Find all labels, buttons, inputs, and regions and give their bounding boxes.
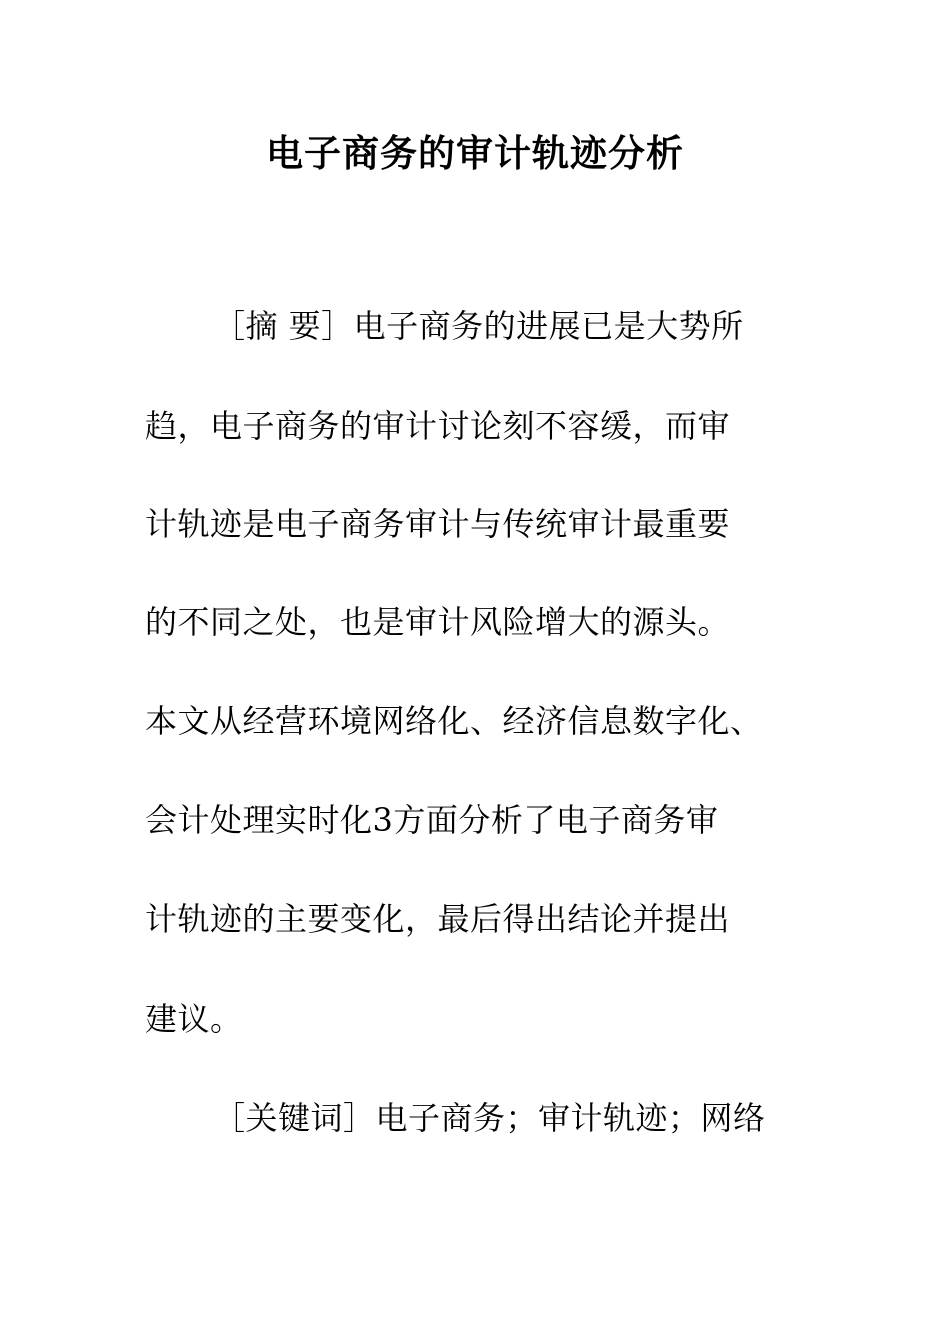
abstract-line-8: 建议。 [145, 1000, 243, 1038]
abstract-line-1: ［摘 要］电子商务的进展已是大势所 [213, 307, 744, 345]
abstract-line-7: 计轨迹的主要变化，最后得出结论并提出 [145, 900, 731, 938]
document-title: 电子商务的审计轨迹分析 [266, 132, 684, 175]
abstract-line-2: 趋，电子商务的审计讨论刻不容缓，而审 [145, 407, 731, 445]
abstract-line-3: 计轨迹是电子商务审计与传统审计最重要 [145, 505, 731, 543]
abstract-line-4: 的不同之处，也是审计风险增大的源头。 [145, 603, 731, 641]
abstract-line-5: 本文从经营环境网络化、经济信息数字化、 [145, 702, 763, 740]
keywords-line: ［关键词］电子商务；审计轨迹；网络 [213, 1099, 766, 1137]
abstract-line-6: 会计处理实时化3方面分析了电子商务审 [145, 801, 719, 839]
